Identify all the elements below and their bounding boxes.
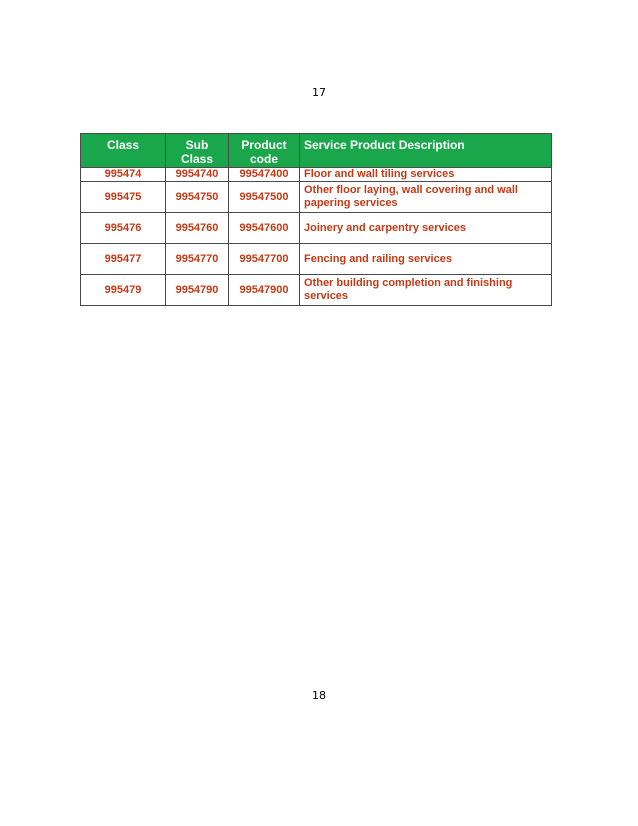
cell-product-code: 99547500 [229, 182, 300, 213]
table-row [81, 182, 552, 213]
cell-product-code: 99547900 [229, 275, 300, 306]
header-sub-class: Sub Class [166, 134, 229, 168]
table-row [81, 213, 552, 244]
header-description: Service Product Description [300, 134, 552, 168]
cell-class: 995474 [81, 168, 166, 182]
cell-product-code: 99547600 [229, 213, 300, 244]
cell-sub-class: 9954760 [166, 213, 229, 244]
cell-sub-class: 9954740 [166, 168, 229, 182]
cell-description: Other building completion and finishing services [300, 275, 552, 306]
table-row [81, 244, 552, 275]
cell-class: 995476 [81, 213, 166, 244]
cell-sub-class: 9954790 [166, 275, 229, 306]
table-header-row [81, 134, 552, 168]
cell-class: 995479 [81, 275, 166, 306]
cell-product-code: 99547400 [229, 168, 300, 182]
cell-sub-class: 9954770 [166, 244, 229, 275]
table-row [81, 168, 552, 182]
cell-description: Fencing and railing services [300, 244, 552, 275]
cell-class: 995477 [81, 244, 166, 275]
cell-description: Joinery and carpentry services [300, 213, 552, 244]
page-number-top: 17 [312, 86, 326, 99]
cell-sub-class: 9954750 [166, 182, 229, 213]
table-row [81, 275, 552, 306]
cell-product-code: 99547700 [229, 244, 300, 275]
service-code-table [80, 133, 552, 306]
header-product-code: Product code [229, 134, 300, 168]
header-class: Class [81, 134, 166, 168]
page-number-bottom: 18 [312, 689, 326, 702]
cell-description: Other floor laying, wall covering and wall papering services [300, 182, 552, 213]
cell-description: Floor and wall tiling services [300, 168, 552, 182]
cell-class: 995475 [81, 182, 166, 213]
